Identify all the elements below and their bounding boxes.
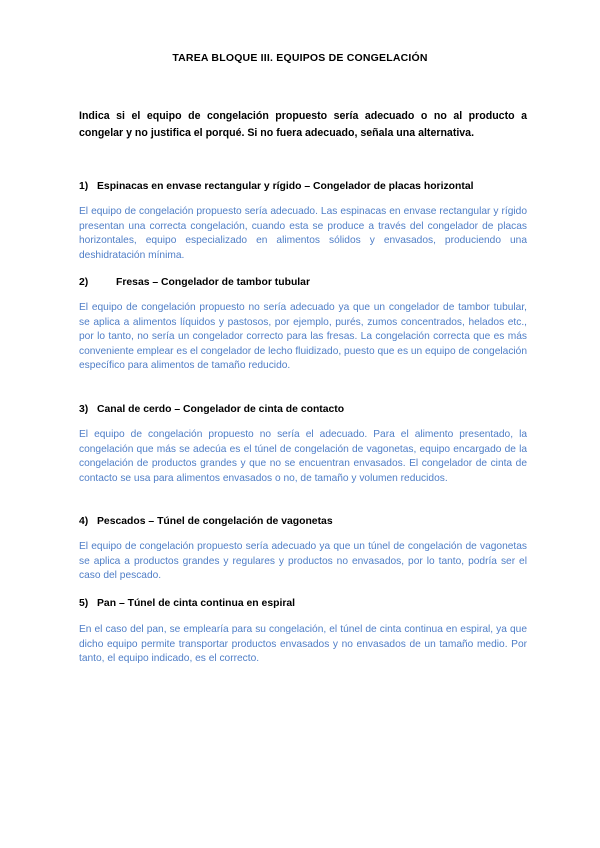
item-1-heading — [79, 180, 529, 194]
item-3-title: Canal de cerdo – Congelador de cinta de contacto — [97, 404, 345, 415]
item-5-title: Pan – Túnel de cinta continua en espiral — [97, 598, 296, 609]
item-4-answer: El equipo de congelación propuesto sería adecuado ya que un túnel de congelación de vagonetas se aplica a productos grandes y regulares y productos no envasados, por lo tanto, podría ser el caso del pescado. — [79, 541, 527, 582]
item-4-number: 4) — [79, 516, 89, 527]
item-5-answer: En el caso del pan, se emplearía para su congelación, el túnel de cinta continua en espiral, ya que dicho equipo permite transportar productos envasados y no envasados de un tamaño medio. Por tanto, el equipo indicado, es el correcto. — [79, 624, 527, 665]
item-2-number: 2) — [79, 277, 89, 288]
item-4-heading — [79, 515, 529, 529]
item-2-title: Fresas – Congelador de tambor tubular — [116, 277, 310, 288]
item-1-number: 1) — [79, 181, 89, 192]
item-2-heading — [79, 276, 529, 290]
page-title: TAREA BLOQUE III. EQUIPOS DE CONGELACIÓN — [172, 52, 428, 64]
task-instructions: Indica si el equipo de congelación propuesto sería adecuado o no al producto a congelar y no justifica el porqué. Si no fuera adecuado, señala una alternativa. — [79, 110, 527, 139]
item-3-answer: El equipo de congelación propuesto no sería el adecuado. Para el alimento presentado, la congelación que más se adecúa es el túnel de congelación de vagonetas, equipo encargado de la congelación de productos grandes y que no se encuentran envasados. El congelador de cinta de contacto se usa para alimentos envasados o no, de tamaño y volumen reducidos. — [79, 429, 527, 484]
item-1-answer: El equipo de congelación propuesto sería adecuado. Las espinacas en envase rectangular y rígido presentan una correcta congelación, cuando esta se produce a través del congelador de placas horizontales, equipo especializado en alimentos sólidos y envasados, produciendo una deshidratación mínima. — [79, 206, 527, 261]
item-5-heading — [79, 597, 529, 611]
item-3-number: 3) — [79, 404, 89, 415]
item-1-title: Espinacas en envase rectangular y rígido – Congelador de placas horizontal — [97, 181, 474, 192]
item-5-number: 5) — [79, 598, 89, 609]
item-2-answer: El equipo de congelación propuesto no sería adecuado ya que un congelador de tambor tubular, se aplica a alimentos líquidos y pastosos, por ejemplo, purés, zumos concentrados, helados etc., por lo tanto, no sería un congelador correcto para las fresas. La congelación correcta que es más conveniente emplear es el congelador de lecho fluidizado, puesto que es un equipo de congelación específico para alimentos de tamaño reducido. — [79, 302, 528, 372]
item-3-heading — [79, 403, 529, 417]
item-4-title: Pescados – Túnel de congelación de vagonetas — [97, 516, 333, 527]
